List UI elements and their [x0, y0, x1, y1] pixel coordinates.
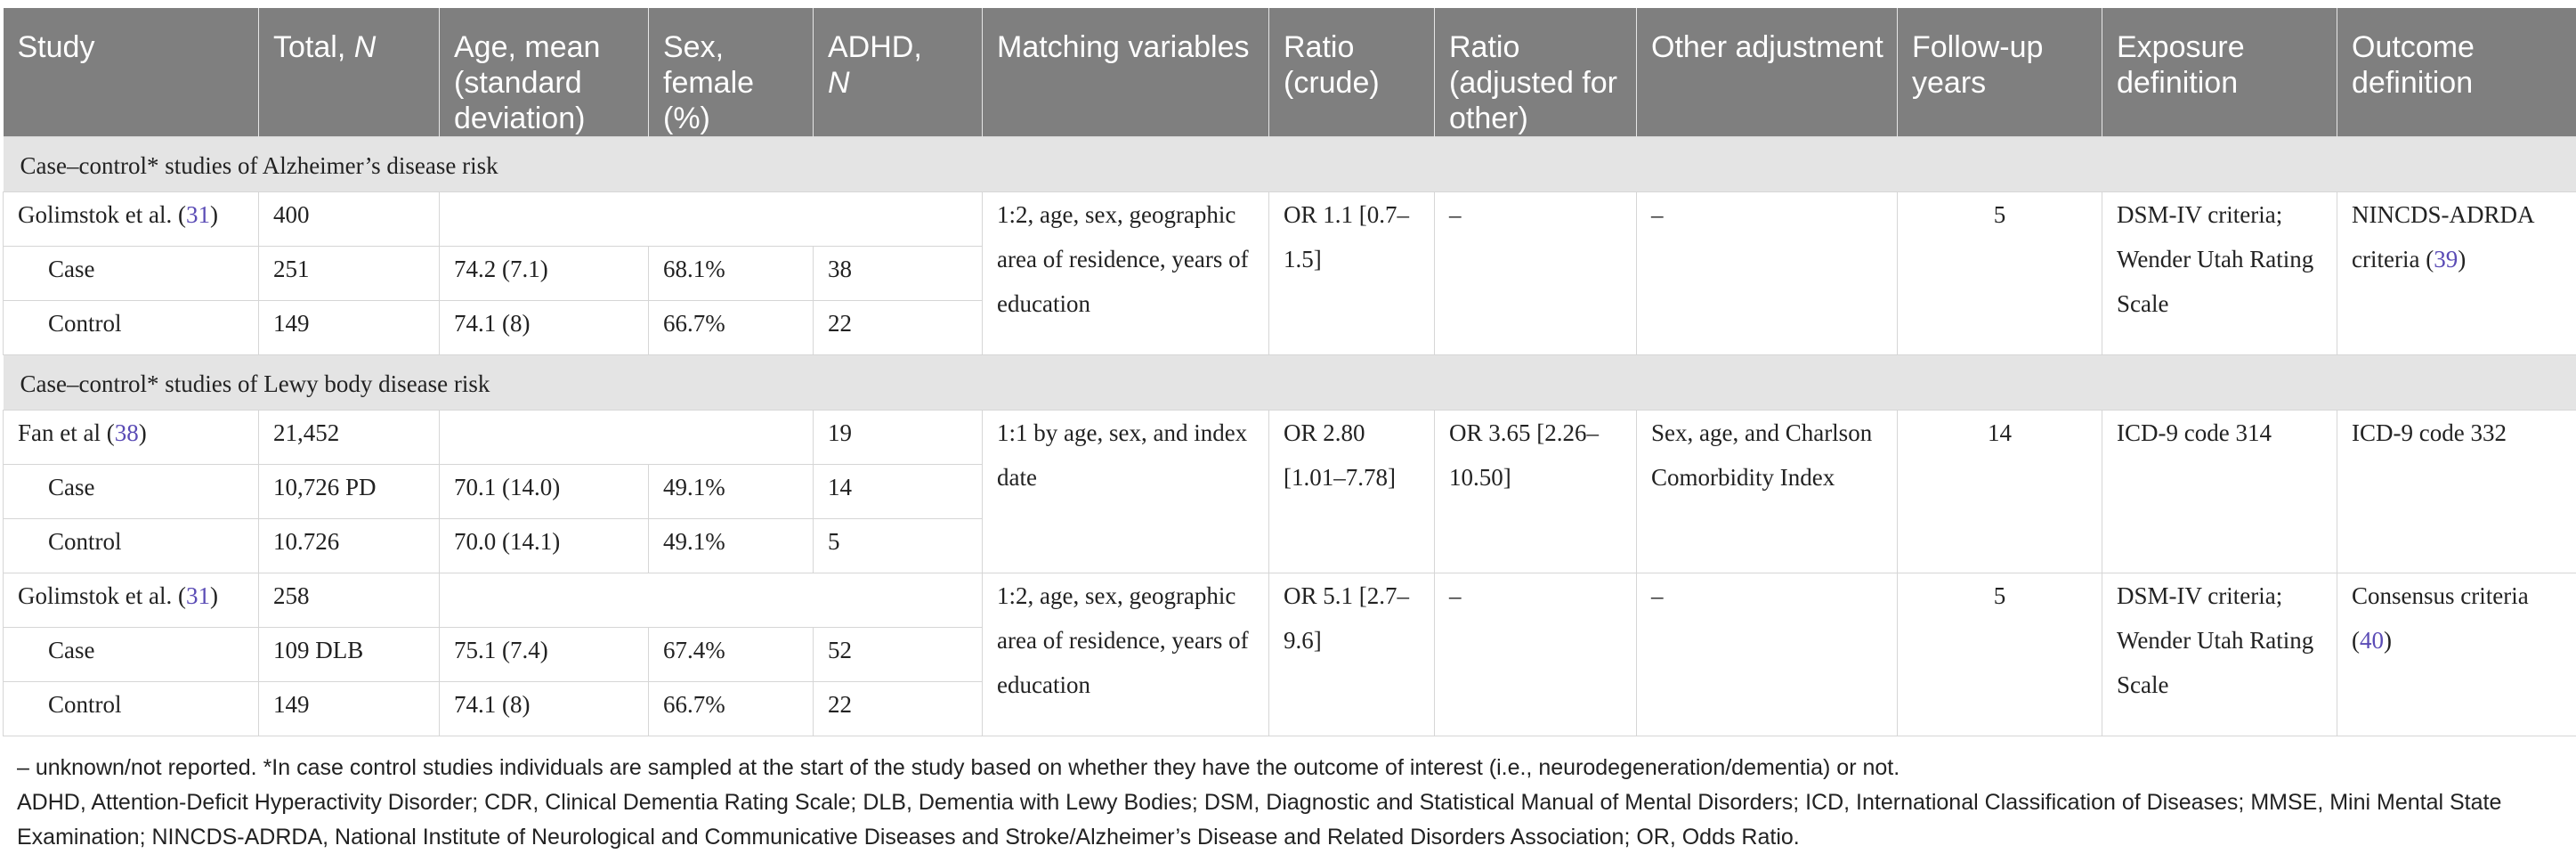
table-header [4, 8, 2576, 137]
total-cell: 10,726 PD [259, 465, 440, 519]
adhd-cell: 22 [814, 301, 983, 355]
ratio-crude-cell: OR 5.1 [2.7–9.6] [1269, 573, 1435, 736]
reference-link[interactable]: 38 [114, 419, 139, 446]
header-other-adjustment: Other adjustment [1637, 8, 1898, 137]
table-row [4, 411, 2576, 465]
outcome-cell: NINCDS-ADRDA criteria (39) [2337, 192, 2576, 355]
reference-link[interactable]: 31 [185, 582, 210, 609]
age-cell: 70.0 (14.1) [440, 519, 649, 573]
empty-cell [440, 411, 814, 465]
header-age: Age, mean (standard deviation) [440, 8, 649, 137]
table-body [4, 137, 2576, 736]
total-cell: 10.726 [259, 519, 440, 573]
reference-link[interactable]: 40 [2360, 627, 2384, 654]
table-row [4, 192, 2576, 247]
header-adhd: ADHD, N [814, 8, 983, 137]
study-name: Golimstok et al. (31) [4, 573, 259, 628]
header-ratio-adjusted: Ratio (adjusted for other) [1435, 8, 1637, 137]
age-cell: 74.1 (8) [440, 301, 649, 355]
header-followup: Follow-up years [1898, 8, 2102, 137]
ratio-crude-cell: OR 2.80 [1.01–7.78] [1269, 411, 1435, 573]
header-total: Total, N [259, 8, 440, 137]
age-cell: 70.1 (14.0) [440, 465, 649, 519]
section-row-alzheimers [4, 137, 2576, 192]
ratio-adjusted-cell: – [1435, 573, 1637, 736]
total-cell: 258 [259, 573, 440, 628]
group-label: Case [4, 465, 259, 519]
total-cell: 109 DLB [259, 628, 440, 682]
followup-cell: 14 [1898, 411, 2102, 573]
sex-cell: 49.1% [649, 465, 814, 519]
header-sex: Sex, female (%) [649, 8, 814, 137]
header-exposure: Exposure definition [2102, 8, 2337, 137]
total-cell: 21,452 [259, 411, 440, 465]
adhd-cell: 5 [814, 519, 983, 573]
footnote-abbreviations: ADHD, Attention-Deficit Hyperactivity Disorder; CDR, Clinical Dementia Rating Scale; DLB, Dementia with Lewy Bodies; DSM, Diagnostic and Statistical Manual of Mental Disorders; ICD, International Classification of Diseases; MMSE, Mini Mental State Examination; NINCDS-ADRDA, National Institute of Neurological and Communicative Diseases and Stroke/Alzheimer’s Disease and Related Disorders Association; OR, Odds Ratio. [17, 790, 2502, 850]
adhd-cell: 14 [814, 465, 983, 519]
table-row [4, 573, 2576, 628]
study-name: Fan et al (38) [4, 411, 259, 465]
empty-cell [440, 573, 983, 628]
exposure-cell: ICD-9 code 314 [2102, 411, 2337, 573]
header-ratio-crude: Ratio (crude) [1269, 8, 1435, 137]
ratio-adjusted-cell: OR 3.65 [2.26–10.50] [1435, 411, 1637, 573]
sex-cell: 68.1% [649, 247, 814, 301]
section-title: Case–control* studies of Lewy body disease risk [4, 355, 2576, 411]
header-outcome: Outcome definition [2337, 8, 2576, 137]
outcome-cell: ICD-9 code 332 [2337, 411, 2576, 573]
reference-link[interactable]: 39 [2434, 246, 2459, 272]
sex-cell: 49.1% [649, 519, 814, 573]
adhd-cell: 19 [814, 411, 983, 465]
section-title: Case–control* studies of Alzheimer’s disease risk [4, 137, 2576, 192]
adhd-cell: 52 [814, 628, 983, 682]
outcome-cell: Consensus criteria (40) [2337, 573, 2576, 736]
total-cell: 251 [259, 247, 440, 301]
header-study: Study [4, 8, 259, 137]
footnote-legend: – unknown/not reported. *In case control studies individuals are sampled at the start of the study based on whether they have the outcome of interest (i.e., neurodegeneration/dementia) or not. [17, 755, 1900, 780]
followup-cell: 5 [1898, 192, 2102, 355]
matching-cell: 1:1 by age, sex, and index date [983, 411, 1269, 573]
matching-cell: 1:2, age, sex, geographic area of residence, years of education [983, 573, 1269, 736]
total-cell: 400 [259, 192, 440, 247]
followup-cell: 5 [1898, 573, 2102, 736]
total-cell: 149 [259, 682, 440, 736]
age-cell: 74.2 (7.1) [440, 247, 649, 301]
study-name: Golimstok et al. (31) [4, 192, 259, 247]
section-row-lewy-body [4, 355, 2576, 411]
sex-cell: 66.7% [649, 301, 814, 355]
sex-cell: 66.7% [649, 682, 814, 736]
other-adjustment-cell: Sex, age, and Charlson Comorbidity Index [1637, 411, 1898, 573]
age-cell: 74.1 (8) [440, 682, 649, 736]
adhd-cell: 38 [814, 247, 983, 301]
group-label: Control [4, 301, 259, 355]
ratio-crude-cell: OR 1.1 [0.7–1.5] [1269, 192, 1435, 355]
matching-cell: 1:2, age, sex, geographic area of residence, years of education [983, 192, 1269, 355]
other-adjustment-cell: – [1637, 192, 1898, 355]
other-adjustment-cell: – [1637, 573, 1898, 736]
exposure-cell: DSM-IV criteria; Wender Utah Rating Scale [2102, 192, 2337, 355]
group-label: Control [4, 682, 259, 736]
data-table [3, 8, 2576, 736]
empty-cell [440, 192, 983, 247]
age-cell: 75.1 (7.4) [440, 628, 649, 682]
exposure-cell: DSM-IV criteria; Wender Utah Rating Scale [2102, 573, 2337, 736]
ratio-adjusted-cell: – [1435, 192, 1637, 355]
header-matching: Matching variables [983, 8, 1269, 137]
reference-link[interactable]: 31 [185, 201, 210, 228]
total-cell: 149 [259, 301, 440, 355]
table-footnotes [17, 751, 2563, 855]
group-label: Control [4, 519, 259, 573]
group-label: Case [4, 247, 259, 301]
sex-cell: 67.4% [649, 628, 814, 682]
adhd-cell: 22 [814, 682, 983, 736]
group-label: Case [4, 628, 259, 682]
